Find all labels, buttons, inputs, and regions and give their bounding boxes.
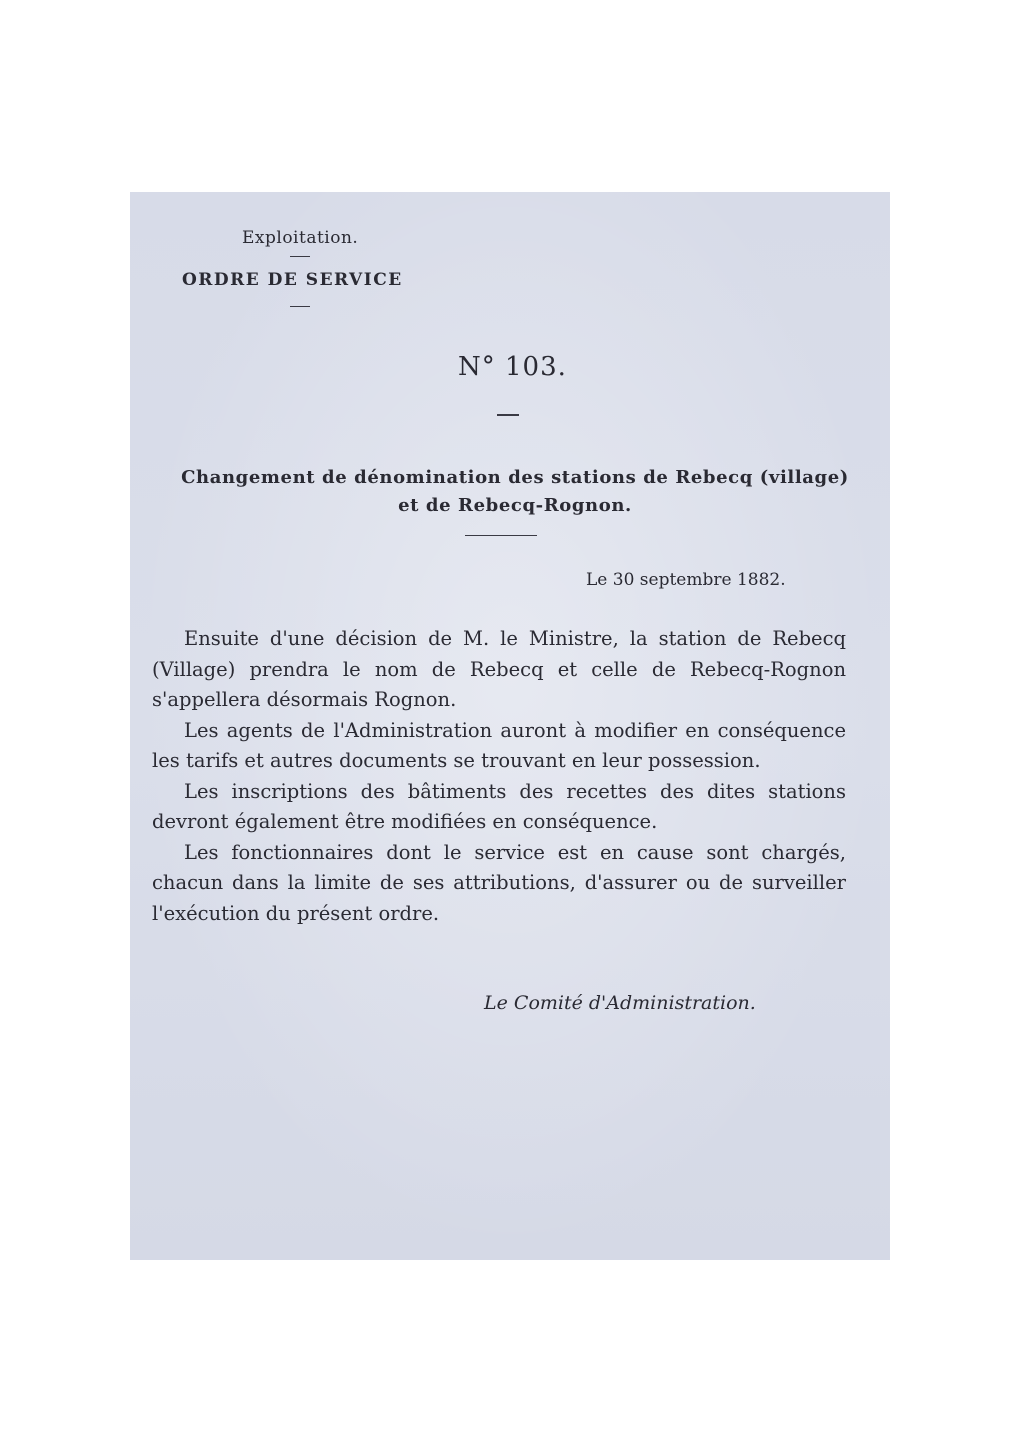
scanned-document-sheet — [130, 192, 890, 1260]
order-date: Le 30 septembre 1882. — [586, 570, 786, 590]
body-paragraph: Ensuite d'une décision de M. le Ministre, la station de Rebecq (Village) prendra le nom de Rebecq et celle de Rebecq-Rognon s'appellera désormais Rognon. — [152, 627, 846, 711]
signature: Le Comité d'Administration. — [484, 992, 756, 1014]
order-body — [152, 624, 846, 929]
body-paragraph: Les fonctionnaires dont le service est en cause sont chargés, chacun dans la limite de ses attributions, d'assurer ou de surveiller l'exécution du présent ordre. — [152, 840, 846, 925]
body-paragraph: Les agents de l'Administration auront à modifier en conséquence les tarifs et autres documents se trouvant en leur possession. — [152, 718, 846, 772]
divider-dash — [290, 306, 310, 307]
order-heading: ORDRE DE SERVICE — [182, 270, 403, 290]
divider-rule — [465, 535, 537, 536]
department-label: Exploitation. — [242, 228, 359, 248]
divider-dash — [290, 256, 310, 257]
order-number: N° 103. — [458, 352, 567, 382]
body-paragraph: Les inscriptions des bâtiments des recettes des dites stations devront également être modifiées en conséquence. — [152, 779, 846, 833]
divider-dash — [497, 414, 519, 416]
order-subject: Changement de dénomination des stations de Rebecq (village) et de Rebecq-Rognon. — [181, 467, 849, 516]
